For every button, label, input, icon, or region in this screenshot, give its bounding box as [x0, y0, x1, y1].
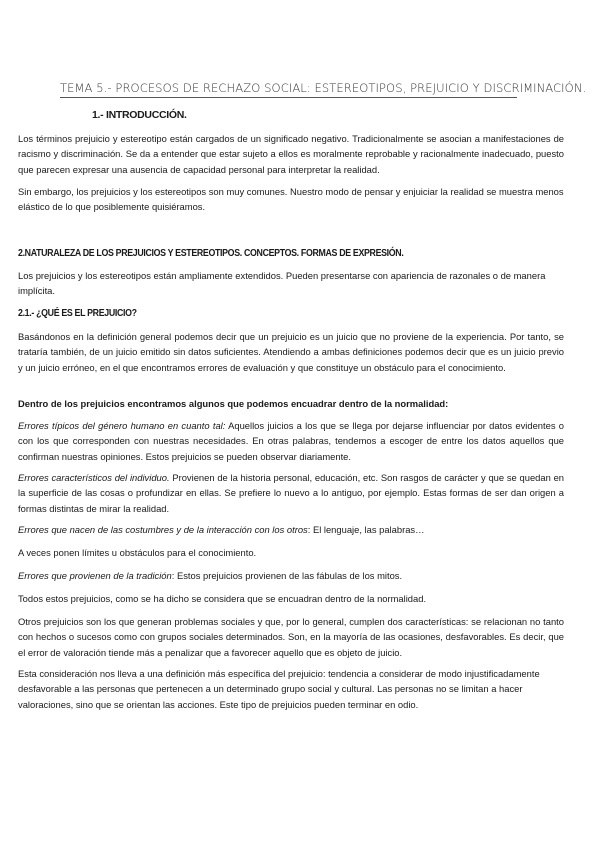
error-type-3-text: : El lenguaje, las palabras…: [307, 524, 425, 535]
error-type-4-text: : Estos prejuicios provienen de las fábulas de los mitos.: [171, 570, 403, 581]
error-type-1-text: Aquellos juicios a los que se llega por dejarse influenciar por datos evidentes o con los que corresponden con nuestras necesidades. En otras palabras, tendemos a escoger de entre los datos aquellos que confirman nuestras opiniones. Estos prejuicios se pueden observar diariamente.: [18, 420, 564, 462]
error-type-2-paragraph: [18, 470, 564, 516]
error-type-4-paragraph: [18, 568, 564, 583]
title-underline: [60, 97, 517, 98]
error-type-4-title: Errores que provienen de la tradición: [18, 570, 172, 581]
error-type-2-text: Provienen de la historia personal, educación, etc. Son rasgos de carácter y que se quedan en la superficie de las cosas o profundizar en ellas. Se prefiere lo nuevo a lo antiguo, por ejemplo. Estas formas de ser dan origen a formas distintas de mirar la realidad.: [18, 472, 564, 514]
intro-paragraph-2: Sin embargo, los prejuicios y los estereotipos son muy comunes. Nuestro modo de pensar y enjuiciar la realidad se muestra menos elástico de lo que posiblemente quisiéramos.: [18, 186, 564, 213]
subsection-2-1-heading: 2.1.- ¿QUÉ ES EL PREJUICIO?: [18, 307, 137, 319]
error-type-3-title: Errores que nacen de las costumbres y de la interacción con los otros: [18, 524, 308, 535]
normality-summary-paragraph: Todos estos prejuicios, como se ha dicho se considera que se encuadran dentro de la normalidad.: [18, 593, 427, 604]
error-type-3-paragraph: [18, 522, 564, 537]
error-type-1-paragraph: [18, 418, 564, 464]
error-type-2-title: Errores característicos del individuo.: [18, 472, 170, 483]
specific-definition-paragraph: Esta consideración nos lleva a una definición más específica del prejuicio: tendencia a considerar de modo injustificadamente desfavorable a las personas que pertenecen a un determinado grupo social y cultural. Las personas no se limitan a hacer valoraciones, sino que se orientan las acciones. Este tipo de prejuicios pueden terminar en odio.: [18, 668, 540, 710]
intro-paragraph-1: Los términos prejuicio y estereotipo están cargados de un significado negativo. Tradicionalmente se asocian a manifestaciones de racismo y discriminación. Se da a entender que estar sujeto a ellos es moralmente reprobable y racionalmente inadecuado, puesto que parecen expresar una ausencia de capacidad personal para interpretar la realidad.: [18, 133, 564, 175]
normal-prejudices-intro: Dentro de los prejuicios encontramos algunos que podemos encuadrar dentro de la normalidad:: [18, 398, 449, 409]
error-type-1-title: Errores típicos del género humano en cuanto tal:: [18, 420, 226, 431]
social-prejudices-paragraph: Otros prejuicios son los que generan problemas sociales y que, por lo general, cumplen dos características: se relacionan no tanto con hechos o sucesos como con grupos sociales determinados. Son, en la mayoría de las ocasiones, desfavorables. Es decir, que el error de valoración tiende más a penalizar que a favorecer aquello que es objeto de juicio.: [18, 616, 564, 658]
knowledge-limits-paragraph: A veces ponen límites u obstáculos para el conocimiento.: [18, 547, 257, 558]
section-2-heading: 2.NATURALEZA DE LOS PREJUICIOS Y ESTEREOTIPOS. CONCEPTOS. FORMAS DE EXPRESIÓN.: [18, 247, 404, 259]
document-title: TEMA 5.- PROCESOS DE RECHAZO SOCIAL: ESTEREOTIPOS, PREJUICIO Y DISCRIMINACIÓN.: [60, 81, 587, 95]
section-1-heading: 1.- INTRODUCCIÓN.: [92, 109, 187, 121]
section-2-paragraph-1: Los prejuicios y los estereotipos están ampliamente extendidos. Pueden presentarse con apariencia de razonales o de manera implícita.: [18, 270, 546, 297]
prejudice-definition-paragraph: Basándonos en la definición general podemos decir que un prejuicio es un juicio que no proviene de la experiencia. Por tanto, se trataría también, de un juicio emitido sin datos suficientes. Atendiendo a ambas definiciones podemos decir que es un juicio previo y un juicio erróneo, en el que encontramos errores de evaluación y que constituye un obstáculo para el conocimiento.: [18, 331, 564, 373]
